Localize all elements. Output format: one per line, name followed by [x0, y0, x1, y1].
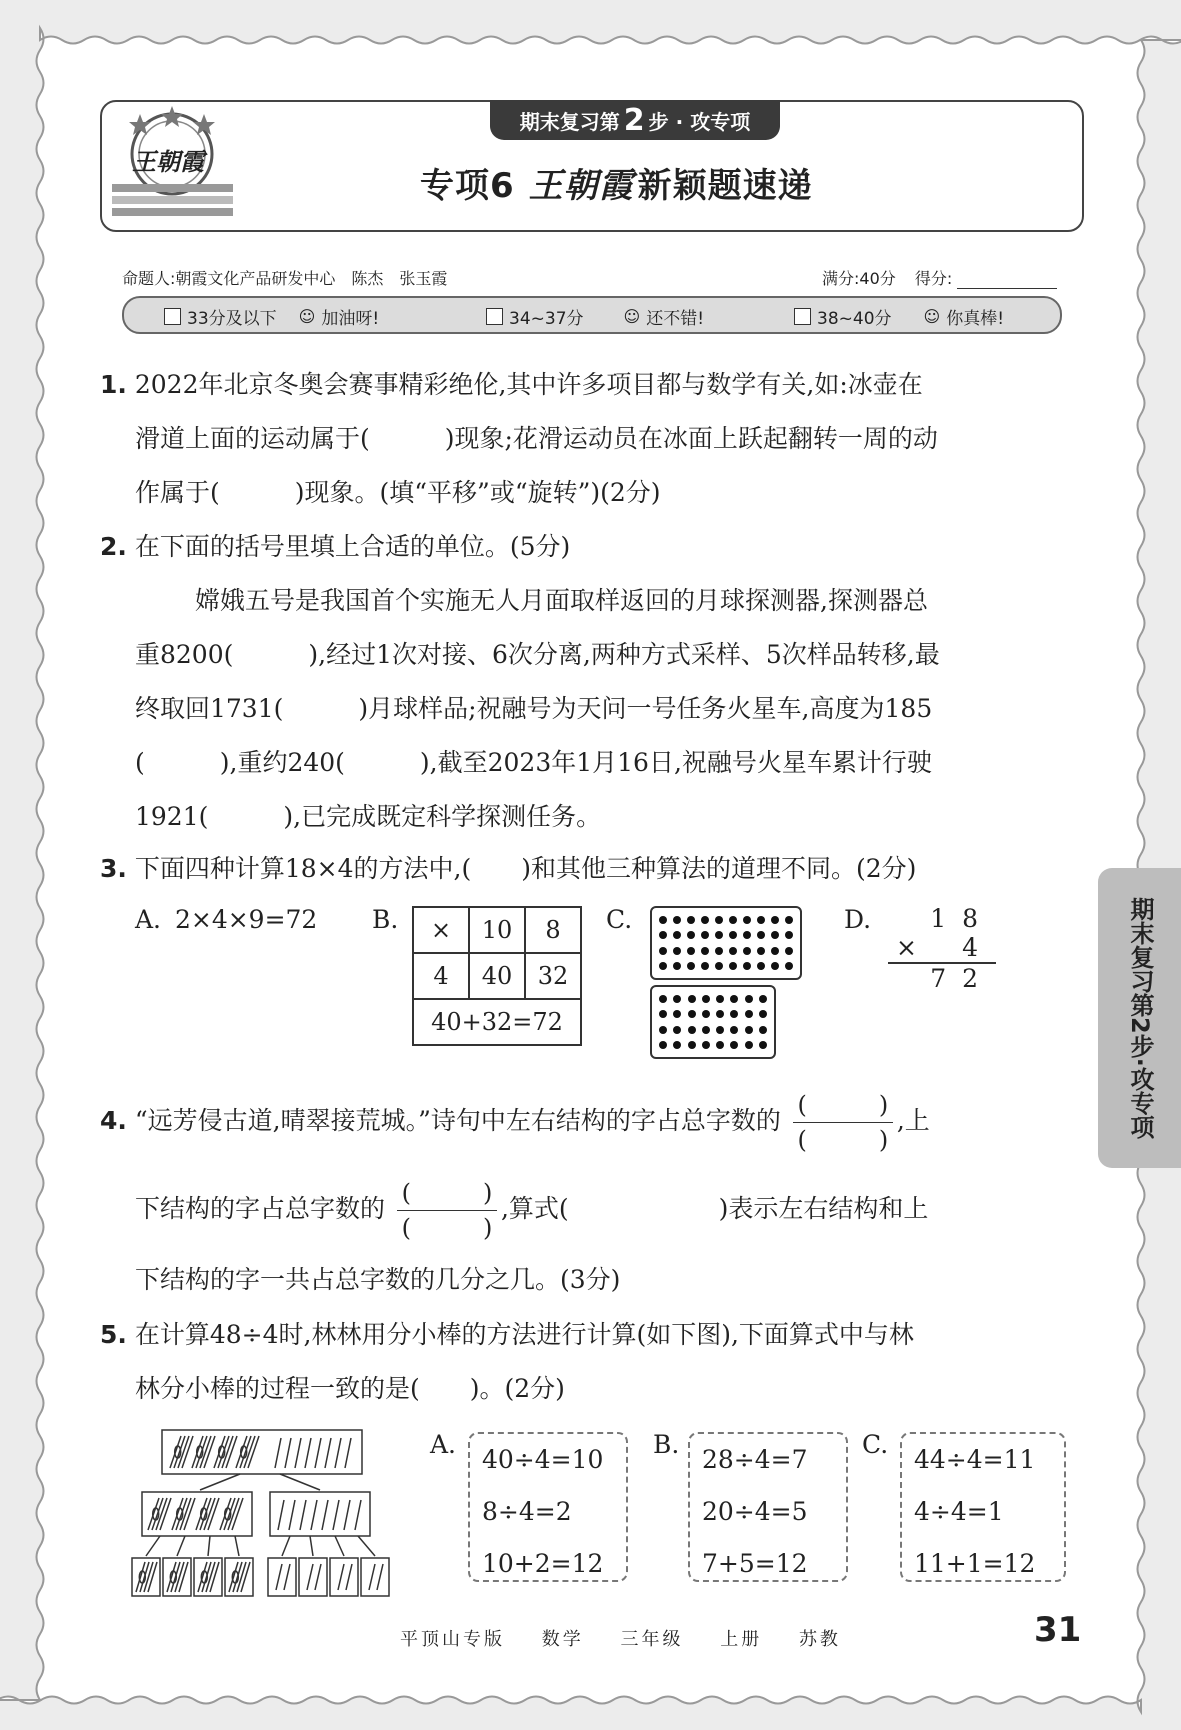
dot — [785, 916, 793, 924]
dot — [759, 995, 767, 1003]
dot — [715, 962, 723, 970]
question-text: 在下面的括号里填上合适的单位。(5分) — [134, 532, 571, 561]
q5-option-b-box — [688, 1432, 848, 1582]
footer-subject: 数学 — [541, 1629, 584, 1650]
q3-option-a — [135, 905, 317, 934]
footer-edition: 平顶山专版 — [400, 1629, 505, 1650]
dot — [673, 995, 681, 1003]
question-text: 滑道上面的运动属于( )现象;花滑运动员在冰面上跃起翻转一周的动 — [135, 424, 938, 453]
dot — [771, 931, 779, 939]
vertical-multiplication — [888, 904, 996, 993]
equation: 44÷4=11 — [914, 1445, 1036, 1474]
table-cell: 40 — [469, 953, 525, 999]
dot — [785, 931, 793, 939]
vertical-result: 7 2 — [888, 962, 996, 993]
dot — [687, 931, 695, 939]
question-text: 终取回1731( )月球样品;祝融号为天问一号任务火星车,高度为185 — [135, 694, 933, 723]
score-blank[interactable] — [957, 272, 1057, 289]
question-5 — [100, 1308, 1080, 1416]
dot — [729, 947, 737, 955]
dot — [745, 1041, 753, 1049]
dot — [659, 947, 667, 955]
dot — [730, 995, 738, 1003]
question-4-line2 — [100, 1178, 1080, 1243]
score-area — [822, 266, 1057, 289]
cheer-face-icon: ☺ — [298, 307, 316, 326]
score-label: 得分: — [914, 269, 953, 288]
question-1 — [100, 358, 1080, 520]
fraction-numerator: ( ) — [797, 1091, 889, 1119]
dot — [688, 995, 696, 1003]
rating-range-1: 33分及以下 — [187, 309, 277, 329]
table-cell: 4 — [413, 953, 469, 999]
question-number: 2. — [100, 532, 127, 561]
dot — [701, 931, 709, 939]
rating-bar — [122, 296, 1062, 334]
dot — [757, 962, 765, 970]
rating-item-2 — [486, 304, 704, 329]
page-title — [420, 158, 813, 207]
dot — [743, 962, 751, 970]
equation: 4÷4=1 — [914, 1497, 1004, 1526]
dot — [659, 931, 667, 939]
vertical-middle: 4 — [962, 933, 978, 962]
step-banner-suffix: 步 · 攻专项 — [648, 109, 751, 134]
rating-comment-2: 还不错! — [646, 309, 705, 329]
vertical-operator: × — [896, 933, 917, 962]
dot — [771, 962, 779, 970]
fraction-denominator: ( ) — [401, 1214, 493, 1242]
dot — [729, 931, 737, 939]
question-text: ,上 — [896, 1106, 930, 1135]
dot — [745, 1026, 753, 1034]
rating-item-3 — [794, 304, 1004, 329]
dot — [659, 962, 667, 970]
table-cell: 40+32=72 — [413, 999, 581, 1045]
question-text: ( ),重约240( ),截至2023年1月16日,祝融号火星车累计行驶 — [135, 748, 932, 777]
dot — [759, 1041, 767, 1049]
title-prefix: 专项6 — [420, 166, 515, 206]
question-text: 林分小棒的过程一致的是( )。(2分) — [135, 1374, 565, 1403]
dot — [785, 947, 793, 955]
dot — [688, 1010, 696, 1018]
dot — [716, 1026, 724, 1034]
dot — [743, 947, 751, 955]
question-text: 1921( ),已完成既定科学探测任务。 — [135, 802, 602, 831]
dot — [771, 947, 779, 955]
question-3 — [100, 842, 1080, 896]
rating-range-2: 34~37分 — [509, 309, 584, 329]
question-number: 5. — [100, 1320, 127, 1349]
page-number: 31 — [1034, 1610, 1082, 1650]
question-text: 下面四种计算18×4的方法中,( )和其他三种算法的道理不同。(2分) — [134, 854, 917, 883]
dot — [745, 995, 753, 1003]
sticks-diagram — [130, 1428, 420, 1598]
dot — [702, 1010, 710, 1018]
equation: 11+1=12 — [914, 1549, 1036, 1578]
dot — [716, 995, 724, 1003]
dot — [743, 916, 751, 924]
fraction-blank[interactable] — [793, 1090, 893, 1155]
logo-text: 王朝霞 — [132, 147, 204, 176]
dot — [757, 931, 765, 939]
dot — [729, 916, 737, 924]
question-2 — [100, 520, 1080, 844]
question-number: 4. — [100, 1106, 127, 1135]
dot — [729, 962, 737, 970]
dot — [785, 962, 793, 970]
question-text: 下结构的字占总字数的 — [135, 1194, 386, 1223]
question-number: 3. — [100, 854, 127, 883]
step-banner-num: 2 — [623, 102, 645, 138]
dot — [715, 931, 723, 939]
rating-range-3: 38~40分 — [817, 309, 892, 329]
equation: 28÷4=7 — [702, 1445, 808, 1474]
dot — [673, 947, 681, 955]
dot — [687, 962, 695, 970]
dot — [673, 1041, 681, 1049]
dot — [673, 931, 681, 939]
question-text: ,算式( )表示左右结构和上 — [500, 1194, 929, 1223]
title-brand: 王朝霞 — [528, 166, 634, 206]
rating-checkbox-3[interactable] — [794, 308, 811, 325]
dot — [702, 1026, 710, 1034]
question-text: 重8200( ),经过1次对接、6次分离,两种方式采样、5次样品转移,最 — [135, 640, 940, 669]
rating-item-1 — [164, 304, 379, 329]
question-text: 下结构的字一共占总字数的几分之几。(3分) — [135, 1265, 621, 1294]
dot — [688, 1026, 696, 1034]
dot — [757, 947, 765, 955]
dot-array-bottom — [650, 985, 776, 1059]
q5-option-c-box — [900, 1432, 1066, 1582]
dot — [687, 916, 695, 924]
dot — [759, 1026, 767, 1034]
dot — [659, 916, 667, 924]
dot — [743, 931, 751, 939]
dot — [659, 1041, 667, 1049]
dot — [702, 1041, 710, 1049]
dot — [659, 1026, 667, 1034]
equation: 10+2=12 — [482, 1549, 604, 1578]
fraction-bar — [397, 1210, 497, 1211]
fraction-denominator: ( ) — [797, 1126, 889, 1154]
side-tab: 期末复习第2步·攻专项 — [1098, 868, 1181, 1168]
question-text: “远芳侵古道,晴翠接荒城。”诗句中左右结构的字占总字数的 — [134, 1106, 781, 1135]
table-cell: × — [413, 907, 469, 953]
footer — [400, 1625, 869, 1651]
title-suffix: 新颖题速递 — [637, 166, 813, 206]
fraction-bar — [793, 1122, 893, 1123]
dot — [716, 1041, 724, 1049]
question-text: 嫦娥五号是我国首个实施无人月面取样返回的月球探测器,探测器总 — [195, 586, 928, 615]
q3-option-b-table — [412, 906, 582, 1046]
smile-face-icon: ☺ — [623, 307, 641, 326]
question-text: 2022年北京冬奥会赛事精彩绝伦,其中许多项目都与数学有关,如:冰壶在 — [134, 370, 923, 399]
fraction-numerator: ( ) — [401, 1179, 493, 1207]
footer-grade: 三年级 — [620, 1629, 684, 1650]
dot-array-top — [650, 906, 802, 980]
dot — [745, 1010, 753, 1018]
dot — [715, 916, 723, 924]
dot — [673, 916, 681, 924]
author-line: 命题人:朝霞文化产品研发中心 陈杰 张玉霞 — [122, 269, 448, 288]
question-text: 作属于( )现象。(填“平移”或“旋转”)(2分) — [135, 478, 661, 507]
fraction-blank[interactable] — [397, 1178, 497, 1243]
question-number: 1. — [100, 370, 127, 399]
dot — [730, 1041, 738, 1049]
happy-face-icon: ☺ — [923, 307, 941, 326]
footer-publisher: 苏教 — [798, 1629, 841, 1650]
step-banner — [490, 100, 780, 140]
dot — [687, 947, 695, 955]
equation: 8÷4=2 — [482, 1497, 572, 1526]
vertical-top: 1 8 — [930, 904, 982, 933]
q3-option-c-label: C. — [606, 905, 633, 934]
dot — [673, 1010, 681, 1018]
full-score: 满分:40分 — [822, 269, 896, 288]
equation: 40÷4=10 — [482, 1445, 604, 1474]
dot — [673, 962, 681, 970]
rating-checkbox-1[interactable] — [164, 308, 181, 325]
table-cell: 10 — [469, 907, 525, 953]
q5-option-a-label: A. — [430, 1430, 457, 1459]
dot — [715, 947, 723, 955]
dot — [701, 947, 709, 955]
q5-option-a-box — [468, 1432, 628, 1582]
option-label: A. — [135, 905, 162, 934]
dot — [688, 1041, 696, 1049]
q3-option-d-label: D. — [844, 905, 872, 934]
dot — [702, 995, 710, 1003]
dot — [757, 916, 765, 924]
table-cell: 32 — [525, 953, 581, 999]
rating-comment-3: 你真棒! — [946, 309, 1005, 329]
dot — [673, 1026, 681, 1034]
q5-option-b-label: B. — [653, 1430, 680, 1459]
dot — [730, 1010, 738, 1018]
dot — [730, 1026, 738, 1034]
step-banner-prefix: 期末复习第 — [519, 109, 620, 134]
dot — [716, 1010, 724, 1018]
q3-option-b-label: B. — [372, 905, 399, 934]
dot — [771, 916, 779, 924]
question-4 — [100, 1090, 1080, 1155]
dot — [701, 962, 709, 970]
equation: 7+5=12 — [702, 1549, 808, 1578]
question-text: 在计算48÷4时,林林用分小棒的方法进行计算(如下图),下面算式中与林 — [134, 1320, 914, 1349]
dot — [659, 1010, 667, 1018]
brand-logo — [110, 104, 235, 224]
equation: 20÷4=5 — [702, 1497, 808, 1526]
table-cell: 8 — [525, 907, 581, 953]
option-text: 2×4×9=72 — [174, 905, 318, 934]
q5-option-c-label: C. — [862, 1430, 889, 1459]
rating-checkbox-2[interactable] — [486, 308, 503, 325]
footer-volume: 上册 — [720, 1629, 763, 1650]
dot — [659, 995, 667, 1003]
dot — [701, 916, 709, 924]
dot — [759, 1010, 767, 1018]
rating-comment-1: 加油呀! — [321, 309, 380, 329]
